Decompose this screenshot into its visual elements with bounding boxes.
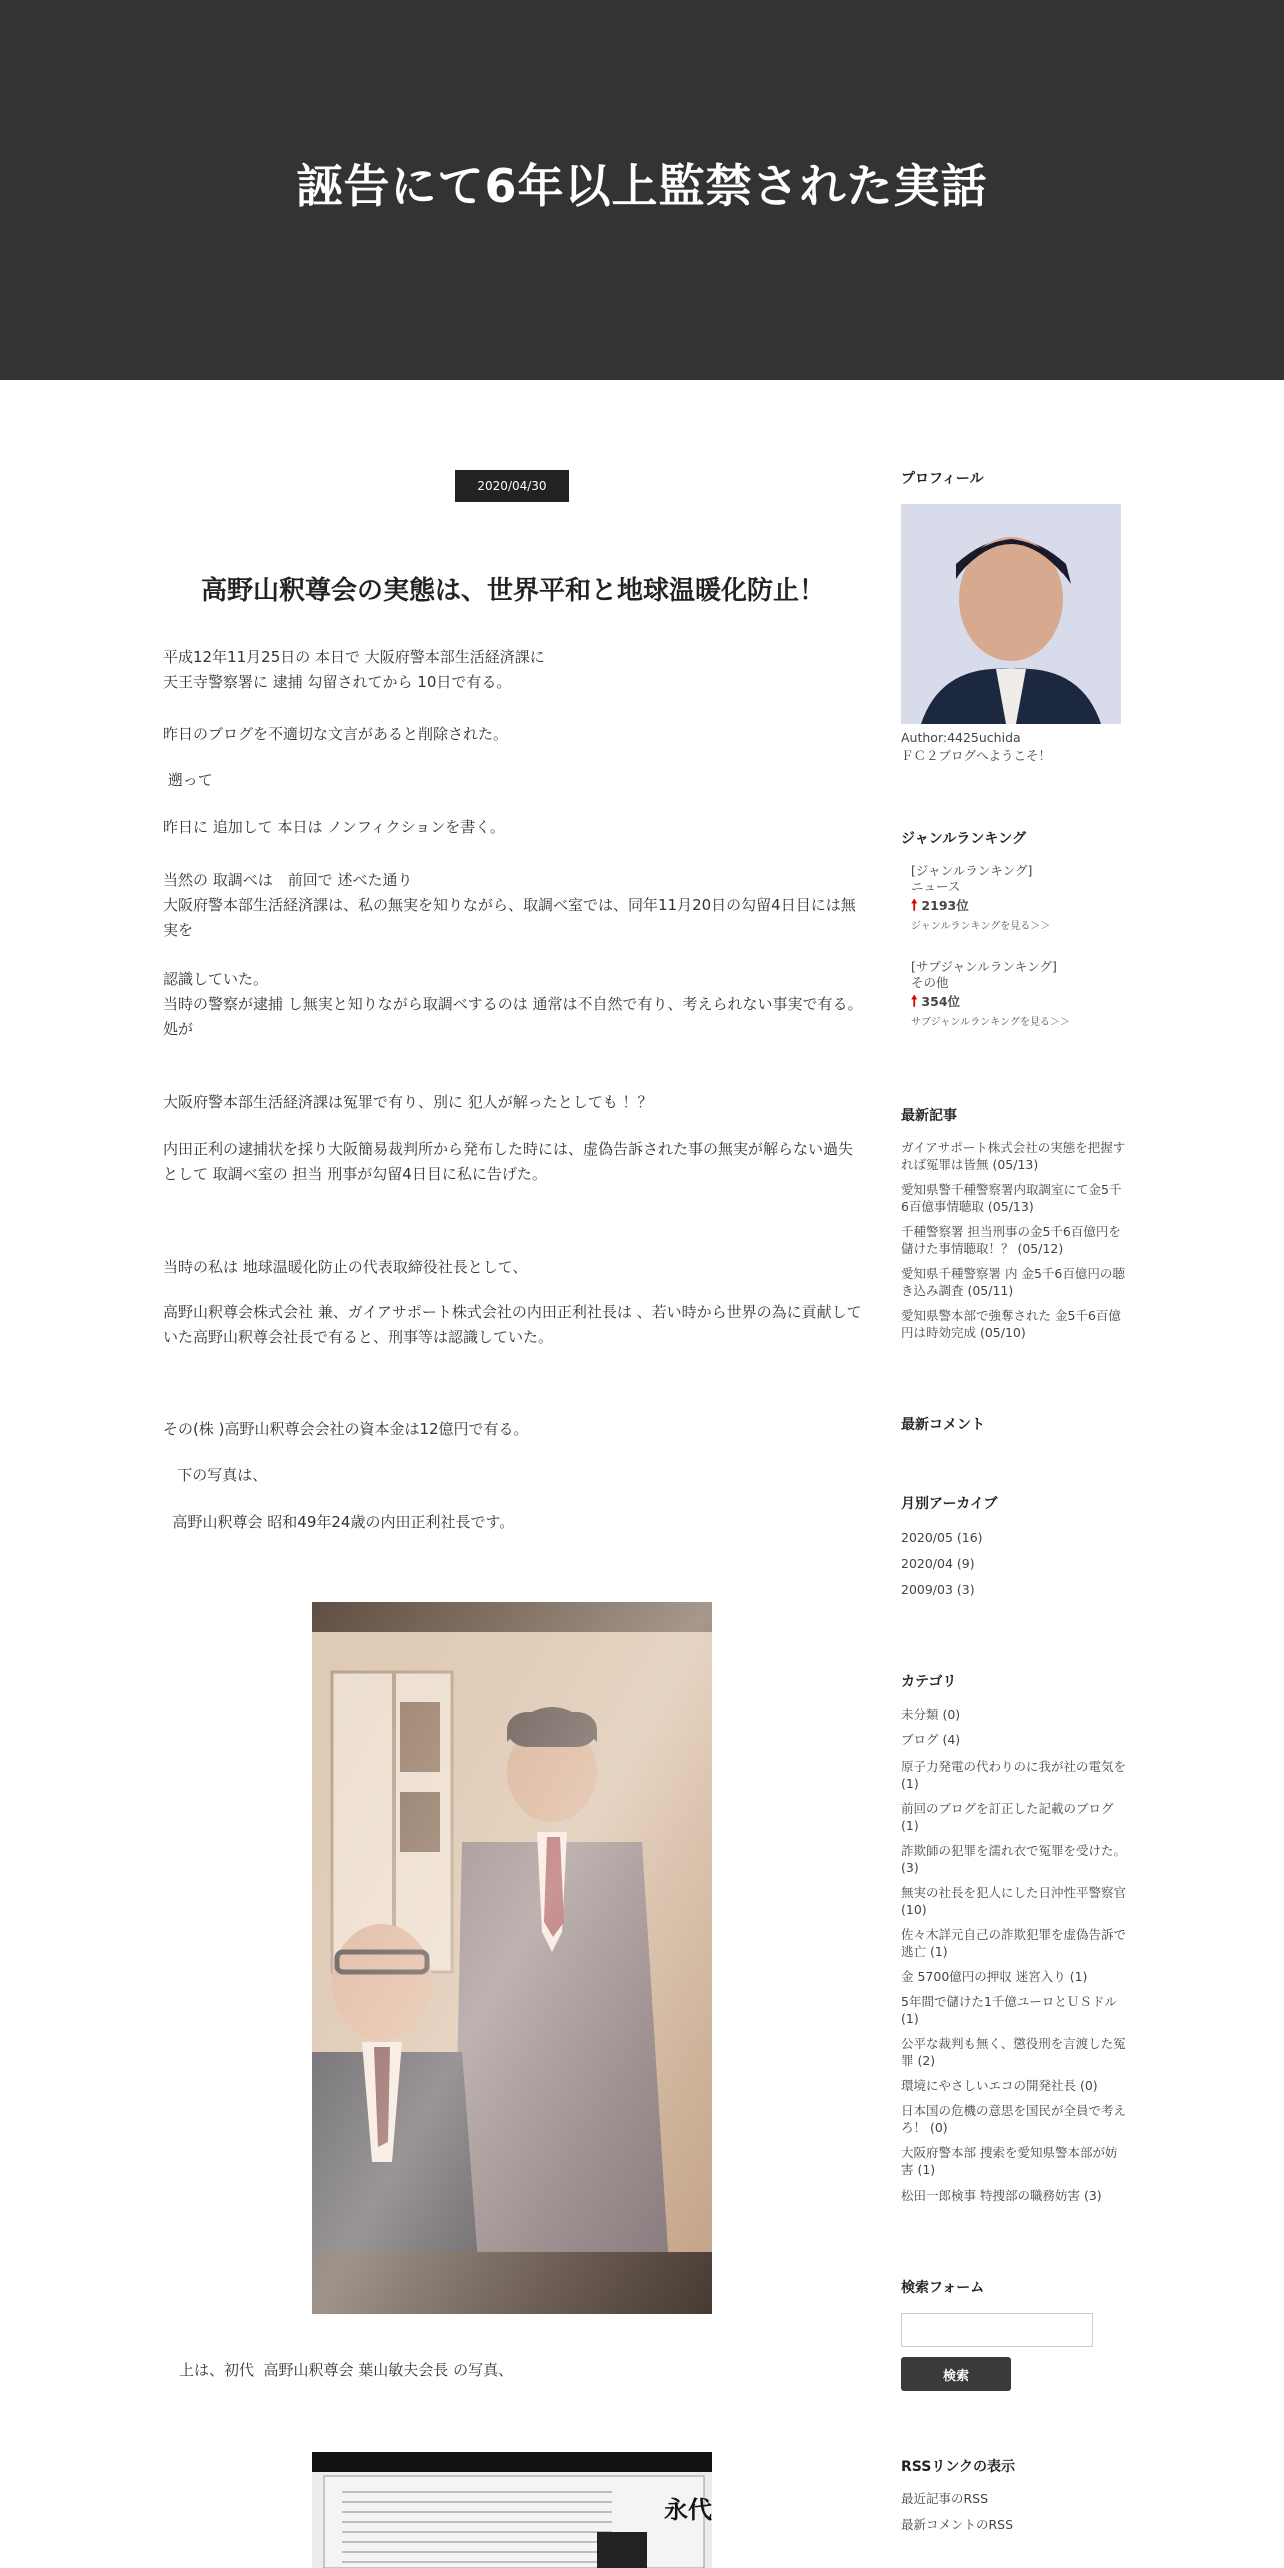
category-link[interactable]: 松田一郎検事 特捜部の職務妨害 (3)	[901, 2188, 1102, 2203]
category-link[interactable]: 大阪府警本部 捜索を愛知県警本部が妨害 (1)	[901, 2145, 1118, 2177]
subgenre-ranking-name[interactable]: その他	[911, 975, 949, 990]
recent-post-link[interactable]: 愛知県警本部で強奪された 金5千6百億円は時効完成 (05/10)	[901, 1308, 1121, 1340]
category-link[interactable]: 佐々木詳元自己の詐欺犯罪を虚偽告訴で逃亡 (1)	[901, 1927, 1127, 1959]
archive-link[interactable]: 2009/03 (3)	[901, 1582, 975, 1597]
category-link[interactable]: 無実の社長を犯人にした日沖性平警察官 (10)	[901, 1885, 1127, 1917]
recent-post-link[interactable]: 愛知県千種警察署 内 金5千6百億円の聴き込み調査 (05/11)	[901, 1266, 1125, 1298]
search-button[interactable]: 検索	[901, 2357, 1011, 2391]
genre-rank-value: 2193位	[921, 898, 969, 913]
category-link[interactable]: 未分類 (0)	[901, 1707, 961, 1722]
photo-two-men	[312, 1602, 712, 2314]
paragraph: その(株 )高野山釈尊会会社の資本金は12億円で有る。	[163, 1420, 529, 1438]
subgenre-ranking-label: [サブジャンルランキング]	[911, 959, 1057, 974]
newspaper-clipping	[312, 2452, 712, 2568]
paragraph: 内田正利の逮捕状を採り大阪簡易裁判所から発布した時には、虚偽告訴された事の無実が解らない過失として 取調べ室の 担当 刑事が勾留4日目に私に告げた。	[163, 1140, 854, 1183]
paragraph: 遡って	[163, 771, 213, 789]
avatar-photo	[901, 504, 1121, 724]
archive-link[interactable]: 2020/05 (16)	[901, 1530, 983, 1545]
paragraph: 上は、初代 高野山釈尊会 葉山敏夫会長 の写真、	[179, 2361, 514, 2379]
category-link[interactable]: 前回のブログを訂正した記載のブログ (1)	[901, 1801, 1114, 1833]
category-link[interactable]: 原子力発電の代わりのに我が社の電気を (1)	[901, 1759, 1127, 1791]
profile-author: Author:4425uchida	[901, 730, 1021, 745]
paragraph: 当時の私は 地球温暖化防止の代表取締役社長として、	[163, 1258, 528, 1276]
category-link[interactable]: 5年間で儲けた1千億ユーロとＵＳドル (1)	[901, 1994, 1117, 2026]
category-link[interactable]: 環境にやさしいエコの開発社長 (0)	[901, 2078, 1098, 2093]
profile-welcome: ＦＣ２ブログへようこそ！	[901, 748, 1052, 763]
profile-heading: プロフィール	[901, 471, 984, 487]
paragraph: 昨日のブログを不適切な文言があると削除された。	[163, 725, 509, 743]
entry-title[interactable]: 高野山釈尊会の実態は、世界平和と地球温暖化防止！	[200, 576, 825, 606]
genre-ranking-heading: ジャンルランキング	[901, 831, 1026, 847]
avatar	[901, 504, 1121, 724]
search-heading: 検索フォーム	[901, 2280, 985, 2296]
category-link[interactable]: 詐欺師の犯罪を濡れ衣で冤罪を受けた。 (3)	[901, 1843, 1127, 1875]
archive-link[interactable]: 2020/04 (9)	[901, 1556, 975, 1571]
arrow-up-icon: 🠕	[911, 992, 918, 1010]
subgenre-rank-value: 354位	[921, 994, 961, 1009]
subgenre-ranking-link[interactable]: サブジャンルランキングを見る＞＞	[911, 1017, 1070, 1028]
genre-ranking-link[interactable]: ジャンルランキングを見る＞＞	[911, 921, 1051, 932]
category-link[interactable]: 公平な裁判も無く、懲役刑を言渡した冤罪 (2)	[901, 2036, 1126, 2068]
paragraph: 大阪府警本部生活経済課は冤罪で有り、別に 犯人が解ったとしても ！？	[163, 1093, 653, 1111]
genre-ranking-rank	[911, 896, 1141, 915]
subgenre-ranking-rank	[911, 992, 1141, 1011]
entry-photo	[312, 1602, 712, 2314]
rss-link[interactable]: 最新コメントのRSS	[901, 2517, 1014, 2532]
blog-title[interactable]: 誣告にて6年以上監禁された実話	[296, 159, 988, 213]
paragraph: 高野山釈尊会株式会社 兼、ガイアサポート株式会社の内田正利社長は 、若い時から世界の為に貢献していた高野山釈尊会社長で有ると、刑事等は認識していた。	[163, 1303, 862, 1346]
paragraph: 下の写真は、	[163, 1466, 268, 1484]
category-link[interactable]: 金 5700億円の押収 迷宮入り (1)	[901, 1969, 1088, 1984]
recent-post-link[interactable]: ガイアサポート株式会社の実態を把握すれば冤罪は皆無 (05/13)	[901, 1140, 1126, 1172]
recent-comments-heading: 最新コメント	[901, 1417, 985, 1433]
paragraph: 平成12年11月25日の 本日で 大阪府警本部生活経済課に 天王寺警察署に 逮捕 勾留されてから 10日で有る。	[163, 648, 545, 691]
search-input[interactable]	[901, 2313, 1093, 2347]
arrow-up-icon: 🠕	[911, 896, 918, 914]
recent-posts-heading: 最新記事	[901, 1108, 957, 1124]
genre-ranking-name[interactable]: ニュース	[911, 879, 961, 894]
category-link[interactable]: 日本国の危機の意思を国民が全員で考えろ！ (0)	[901, 2103, 1127, 2135]
paragraph: 当然の 取調べは 前回で 述べた通り 大阪府警本部生活経済課は、私の無実を知りながら、取調べ室では、同年11月20日の勾留4日目には無実を	[163, 871, 856, 939]
paragraph: 高野山釈尊会 昭和49年24歳の内田正利社長です。	[163, 1513, 515, 1531]
recent-post-link[interactable]: 千種警察署 担当刑事の金5千6百億円を儲けた事情聴取！？ (05/12)	[901, 1224, 1121, 1256]
newspaper-headline: 永代	[664, 2495, 712, 2524]
category-link[interactable]: ブログ (4)	[901, 1732, 961, 1747]
recent-post-link[interactable]: 愛知県警千種警察署内取調室にて金5千6百億事情聴取 (05/13)	[901, 1182, 1122, 1214]
entry-date: 2020/04/30	[455, 470, 569, 502]
paragraph: 認識していた。 当時の警察が逮捕 し無実と知りながら取調べするのは 通常は不自然で有り、考えられない事実で有る。 処が	[163, 970, 863, 1038]
paragraph: 昨日に 追加して 本日は ノンフィクションを書く。	[163, 818, 505, 836]
blog-header	[0, 0, 1284, 380]
categories-heading: カテゴリ	[901, 1674, 957, 1690]
genre-ranking-label: [ジャンルランキング]	[911, 863, 1033, 878]
rss-link[interactable]: 最近記事のRSS	[901, 2491, 989, 2506]
entry-photo-newspaper	[312, 2452, 712, 2568]
rss-heading: RSSリンクの表示	[901, 2459, 1016, 2475]
archives-heading: 月別アーカイブ	[901, 1496, 998, 1512]
